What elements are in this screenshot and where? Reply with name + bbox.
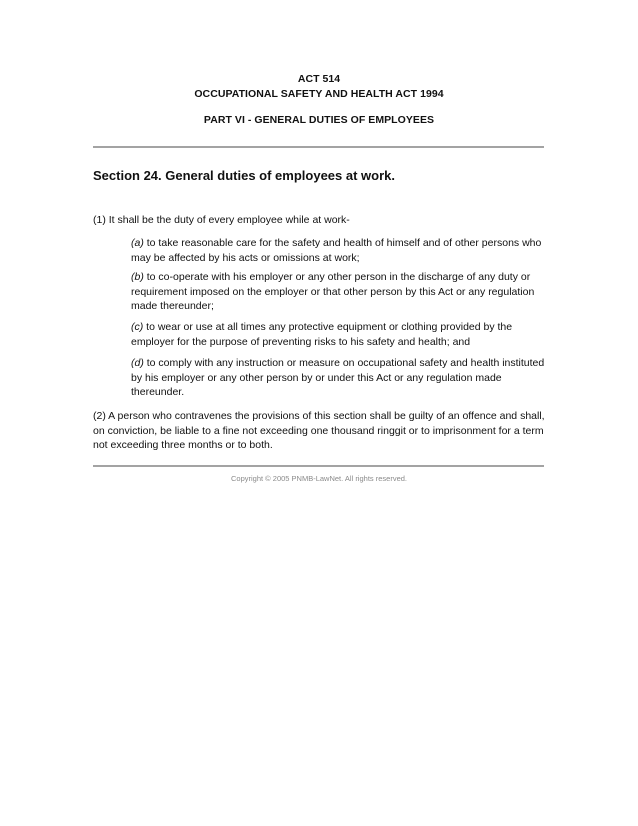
item-text: to wear or use at all times any protective equipment or clothing provided by the employer for the purpose of preventing risks to his safety and health; and <box>131 321 513 348</box>
top-divider <box>93 146 544 148</box>
item-text: to comply with any instruction or measure on occupational safety and health instituted by his employer or any other person by or under this Act or any regulation made thereunder. <box>131 357 545 398</box>
list-item-c <box>131 320 545 349</box>
list-item-a <box>131 236 545 265</box>
item-tag: (c) <box>131 321 144 333</box>
subsection-2: (2) A person who contravenes the provisions of this section shall be guilty of an offence and shall, on conviction, be liable to a fine not exceeding one thousand ringgit or to imprisonment for a term not exceeding three months or to both. <box>93 410 545 451</box>
item-text: to take reasonable care for the safety and health of himself and of other persons who may be affected by his acts or omissions at work; <box>131 237 542 264</box>
section-title: Section 24. General duties of employees at work. <box>93 168 395 183</box>
bottom-divider <box>93 465 544 467</box>
act-number: ACT 514 <box>297 73 341 85</box>
part-heading: PART VI - GENERAL DUTIES OF EMPLOYEES <box>203 114 435 126</box>
list-item-d <box>131 356 545 400</box>
item-tag: (b) <box>131 271 144 283</box>
item-text: to co-operate with his employer or any other person in the discharge of any duty or requirement imposed on the employer or that other person by this Act or any regulation made thereunder; <box>131 271 535 312</box>
copyright-notice: Copyright © 2005 PNMB-LawNet. All rights reserved. <box>230 474 407 483</box>
item-tag: (a) <box>131 237 144 249</box>
item-tag: (d) <box>131 357 144 369</box>
list-item-b <box>131 270 545 314</box>
act-title: OCCUPATIONAL SAFETY AND HEALTH ACT 1994 <box>194 88 444 100</box>
subsection-1: (1) It shall be the duty of every employee while at work- <box>93 214 350 226</box>
